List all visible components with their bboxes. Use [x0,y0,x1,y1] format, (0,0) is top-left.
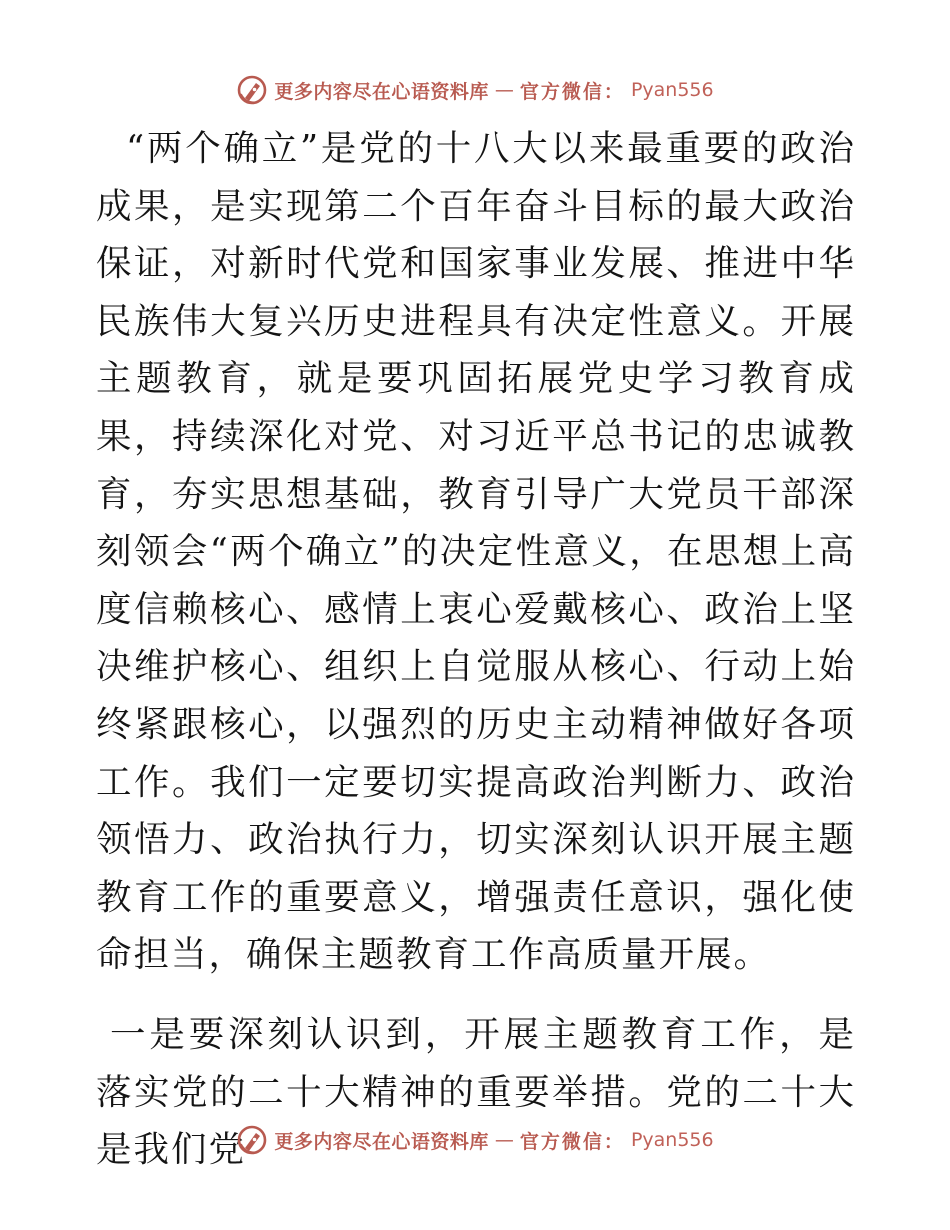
footer-banner[interactable] [236,1124,713,1156]
paragraph-2: 一是要深刻认识到，开展主题教育工作，是落实党的二十大精神的重要举措。党的二十大是我们党 [96,1013,856,1171]
page-header [0,70,950,110]
footer-official-label: 官方微信： [519,1130,625,1153]
footer-dash: — [494,1129,514,1151]
header-banner[interactable] [236,74,713,106]
footer-wechat-id: Pyan556 [630,1129,714,1151]
header-dash: — [494,79,514,101]
header-brand-text: 更多内容尽在心语资料库 [274,80,489,103]
header-wechat-id: Pyan556 [630,79,714,101]
paragraph-1: “两个确立”是党的十八大以来最重要的政治成果，是实现第二个百年奋斗目标的最大政治保证，对新时代党和国家事业发展、推进中华民族伟大复兴历史进程具有决定性意义。开展主题教育，就是要巩固拓展党史学习教育成果，持续深化对党、对习近平总书记的忠诚教育，夯实思想基础，教育引导广大党员干部深刻领会“两个确立”的决定性意义，在思想上高度信赖核心、感情上衷心爱戴核心、政治上坚决维护核心、组织上自觉服从核心、行动上始终紧跟核心，以强烈的历史主动精神做好各项工作。我们一定要切实提高政治判断力、政治领悟力、政治执行力，切实深刻认识开展主题教育工作的重要意义，增强责任意识，强化使命担当，确保主题教育工作高质量开展。 [96,128,856,976]
document-body [96,120,856,1179]
page-footer [0,1120,950,1160]
header-official-label: 官方微信： [519,80,625,103]
pen-nib-logo-icon [236,74,268,106]
footer-brand-text: 更多内容尽在心语资料库 [274,1130,489,1153]
pen-nib-logo-icon [236,1124,268,1156]
